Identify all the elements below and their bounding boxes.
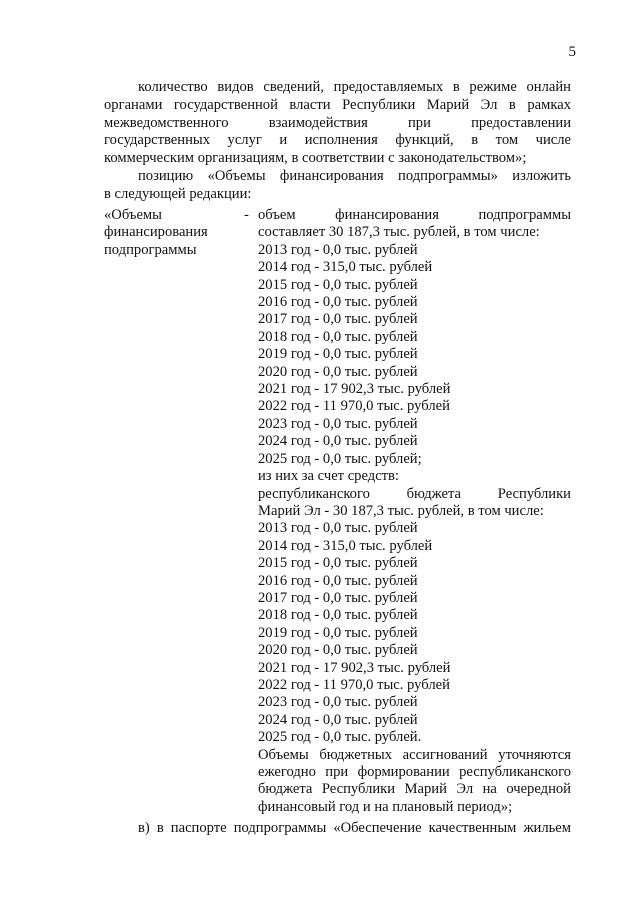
passport-value <box>258 207 571 816</box>
value-line: 2013 год - 0,0 тыс. рублей <box>258 241 418 258</box>
value-line: объем финансирования подпрограммы <box>258 207 571 223</box>
text-line: в следующей редакции: <box>104 185 252 202</box>
value-line: 2018 год - 0,0 тыс. рублей <box>258 328 418 345</box>
value-line: 2014 год - 315,0 тыс. рублей <box>258 537 433 554</box>
value-line: Объемы бюджетных ассигнований уточняются <box>258 746 571 763</box>
value-line: 2020 год - 0,0 тыс. рублей <box>258 363 418 380</box>
label-line: финансирования <box>104 224 208 241</box>
value-line: Марий Эл - 30 187,3 тыс. рублей, в том числе: <box>258 502 544 519</box>
value-line: 2013 год - 0,0 тыс. рублей <box>258 520 418 537</box>
value-line: 2024 год - 0,0 тыс. рублей <box>258 433 418 450</box>
value-line: республиканского бюджета Республики <box>258 485 571 502</box>
value-line: 2021 год - 17 902,3 тыс. рублей <box>258 659 451 676</box>
body-text <box>104 79 571 204</box>
value-line: 2021 год - 17 902,3 тыс. рублей <box>258 381 451 398</box>
value-line: 2015 год - 0,0 тыс. рублей <box>258 555 418 572</box>
value-line: 2019 год - 0,0 тыс. рублей <box>258 346 418 363</box>
value-line: 2018 год - 0,0 тыс. рублей <box>258 607 418 624</box>
value-line: 2014 год - 315,0 тыс. рублей <box>258 259 433 276</box>
position-paragraph <box>104 168 571 204</box>
passport-dash: - <box>244 207 249 223</box>
value-line: ежегодно при формировании республиканского <box>258 764 571 780</box>
value-line: 2017 год - 0,0 тыс. рублей <box>258 589 418 606</box>
page-number: 5 <box>568 44 576 60</box>
value-line: 2019 год - 0,0 тыс. рублей <box>258 624 418 641</box>
value-line: 2016 год - 0,0 тыс. рублей <box>258 294 418 311</box>
value-line: 2022 год - 11 970,0 тыс. рублей <box>258 398 450 415</box>
value-line: 2024 год - 0,0 тыс. рублей <box>258 711 418 728</box>
value-line: 2022 год - 11 970,0 тыс. рублей <box>258 676 450 693</box>
text-line: органами государственной власти Республики Марий Эл в рамках <box>104 96 571 113</box>
value-line: 2017 год - 0,0 тыс. рублей <box>258 311 418 328</box>
value-line: финансовый год и на плановый период»; <box>258 798 513 815</box>
value-line: из них за счет средств: <box>258 468 399 485</box>
value-line: бюджета Республики Марий Эл на очередной <box>258 781 571 798</box>
text-line: государственных услуг и исполнения функций, в том числе <box>104 132 571 149</box>
value-line: 2025 год - 0,0 тыс. рублей. <box>258 729 422 746</box>
text-line: позицию «Объемы финансирования подпрограммы» изложить <box>138 167 571 184</box>
text-line: коммерческим организациям, в соответствии с законодательством»; <box>104 150 527 167</box>
value-line: составляет 30 187,3 тыс. рублей, в том числе: <box>258 224 540 241</box>
label-line: «Объемы <box>104 207 162 223</box>
passport-label <box>104 207 234 259</box>
value-line: 2016 год - 0,0 тыс. рублей <box>258 572 418 589</box>
value-line: 2023 год - 0,0 тыс. рублей <box>258 415 418 432</box>
text-line: количество видов сведений, предоставляемых в режиме онлайн <box>138 79 571 95</box>
final-paragraph <box>104 820 571 838</box>
value-line: 2015 год - 0,0 тыс. рублей <box>258 276 418 293</box>
value-line: 2023 год - 0,0 тыс. рублей <box>258 694 418 711</box>
value-line: 2025 год - 0,0 тыс. рублей; <box>258 450 422 467</box>
label-line: подпрограммы <box>104 241 197 258</box>
text-line: в) в паспорте подпрограммы «Обеспечение качественным жильем <box>138 820 571 836</box>
text-line: межведомственного взаимодействия при предоставлении <box>104 114 571 131</box>
value-line: 2020 год - 0,0 тыс. рублей <box>258 642 418 659</box>
intro-paragraph <box>104 79 571 168</box>
